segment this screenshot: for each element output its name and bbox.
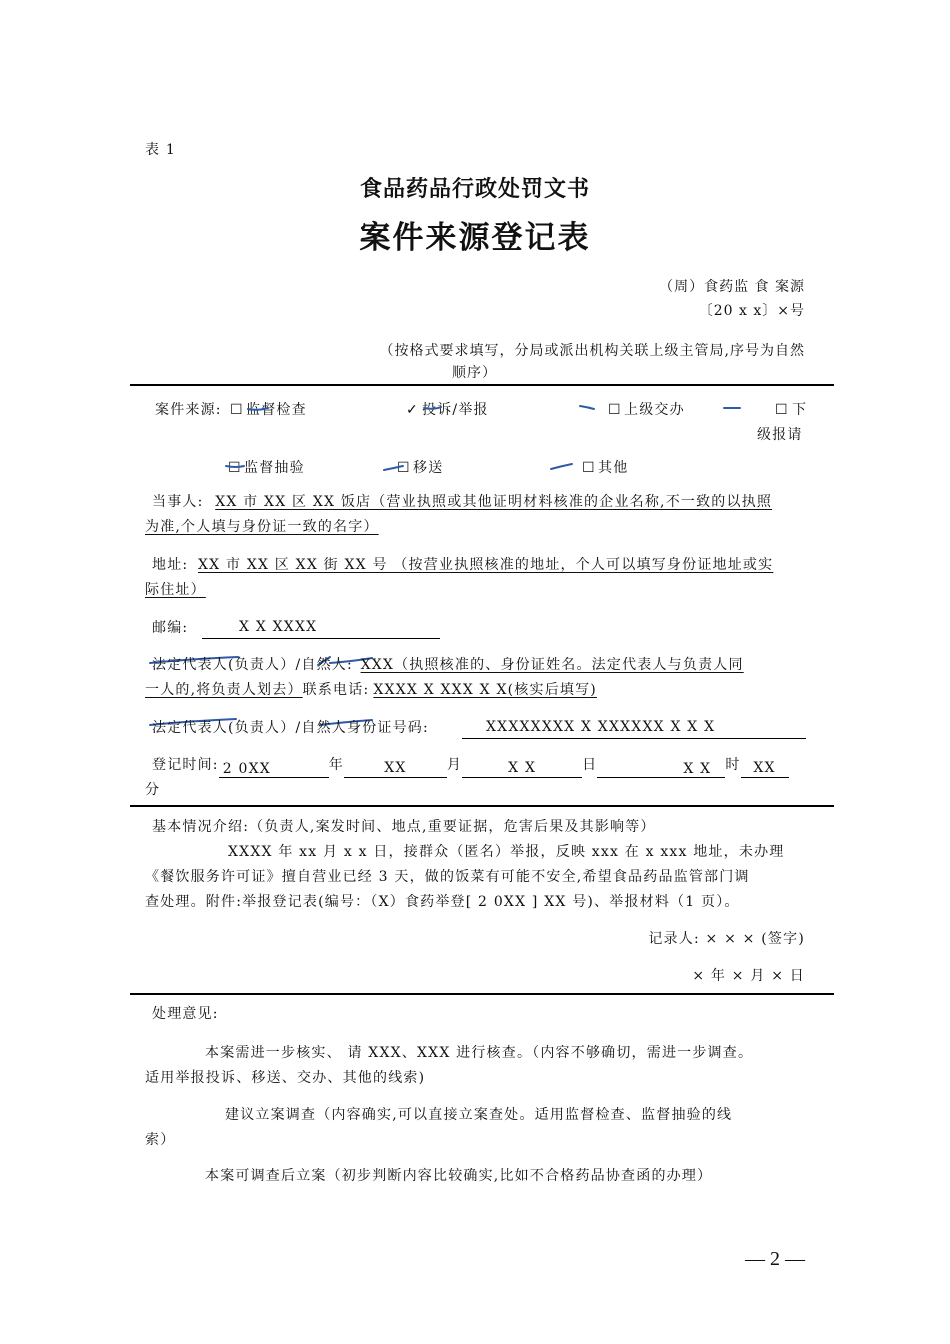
reference-line-1: （周）食药监 食 案源 <box>659 279 805 295</box>
legal-rep-colon: : <box>347 657 353 673</box>
checkbox-transfer[interactable]: ☐ <box>397 460 411 476</box>
phone-value[interactable]: XXXX X XXX X X(核实后填写) <box>373 682 597 698</box>
checkbox-sampling[interactable]: ☐ <box>228 460 242 476</box>
basic-body-1: XXXX 年 xx 月 x x 日，接群众（匿名）举报，反映 xxx 在 x xxx 地址，未办理 <box>228 844 785 860</box>
option-transfer: 移送 <box>413 460 444 476</box>
option-complaint: 投诉/举报 <box>422 402 489 418</box>
document-title: 食品药品行政处罚文书 <box>359 177 590 202</box>
reg-minute-value[interactable]: XX <box>741 759 789 778</box>
reg-time-label: 登记时间: <box>152 757 219 773</box>
form-title: 案件来源登记表 <box>359 220 591 256</box>
checkbox-supervision[interactable]: ☐ <box>230 402 244 418</box>
postcode-value[interactable]: X X XXXX <box>202 616 440 639</box>
option-supervision: 监督检查 <box>246 402 307 418</box>
divider-middle <box>130 805 834 807</box>
reg-time-row <box>152 753 789 778</box>
id-value[interactable]: XXXXXXXX X XXXXXX X X X <box>462 716 806 739</box>
postcode-label: 邮编: <box>152 620 189 636</box>
legal-rep-label-2: (负责人）/ <box>228 657 302 673</box>
opinion-p1: 本案需进一步核实、 请 XXX、XXX 进行核查。（内容不够确切，需进一步调查。 <box>205 1045 754 1061</box>
page-number: — 2 — <box>745 1248 805 1270</box>
checkbox-other[interactable]: ☐ <box>582 460 596 476</box>
record-date: × 年 × 月 × 日 <box>692 968 805 984</box>
legal-rep-row-2 <box>145 678 597 703</box>
reg-minute-unit: 分 <box>145 782 161 798</box>
id-label-4: 身份证号码: <box>347 720 429 736</box>
divider-bottom <box>130 993 834 995</box>
reference-note: （按格式要求填写，分局或派出机构关联上级主管局,序号为自然 <box>379 343 805 359</box>
basic-body-2: 《餐饮服务许可证》擅自营业已经 3 天，做的饭菜有可能不安全,希望食品药品监管部门调 <box>145 869 750 885</box>
address-row <box>152 553 773 578</box>
id-label-3: 自然人 <box>301 720 347 736</box>
reg-hour-value[interactable]: X X <box>597 760 725 778</box>
basic-body-3: 查处理。附件:举报登记表(编号：（X）食药举登[ 2 0XX ] XX 号)、举报材料（1 页）。 <box>145 894 740 910</box>
party-value[interactable]: XX 市 XX 区 XX 饭店（营业执照或其他证明材料核准的企业名称,不一致的以执照 <box>215 494 773 510</box>
reg-hour-unit: 时 <box>725 757 741 773</box>
id-label-1: 法定代表人 <box>152 720 228 736</box>
source-label: 案件来源: <box>155 402 222 418</box>
opinion-label: 处理意见: <box>152 1006 219 1022</box>
recorder: 记录人: × × × (签字) <box>648 931 805 947</box>
legal-rep-row <box>152 653 744 678</box>
reference-note-cont: 顺序） <box>452 365 497 381</box>
reg-month-unit: 月 <box>446 757 463 773</box>
reg-month-value[interactable]: XX <box>344 759 447 778</box>
opinion-p3: 本案可调查后立案（初步判断内容比较确实,比如不合格药品协查函的办理） <box>205 1168 713 1184</box>
reg-day-unit: 日 <box>582 757 598 773</box>
reg-year-value[interactable]: 2 0XX <box>219 760 329 778</box>
legal-rep-value[interactable]: XXX（执照核准的、身份证姓名。法定代表人与负责人同 <box>360 657 744 673</box>
opinion-p2-cont: 索） <box>145 1132 176 1148</box>
id-label-2: (负责人）/ <box>228 720 302 736</box>
id-row <box>152 716 429 741</box>
option-lower-cont: 级报请 <box>757 427 803 443</box>
opinion-p2: 建议立案调查（内容确实,可以直接立案查处。适用监督检查、监督抽验的线 <box>225 1107 733 1123</box>
reg-year-unit: 年 <box>328 757 344 773</box>
address-value-cont[interactable]: 际住址） <box>145 582 206 598</box>
checkmark-icon: ✓ <box>406 402 419 418</box>
address-label: 地址: <box>152 557 189 573</box>
option-sampling: 监督抽验 <box>244 460 305 476</box>
party-value-cont[interactable]: 为准,个人填与身份证一致的名字） <box>145 519 379 535</box>
reg-day-value[interactable]: X X <box>462 759 582 778</box>
party-row <box>152 490 772 515</box>
opinion-p1-cont: 适用举报投诉、移送、交办、其他的线索) <box>145 1070 426 1086</box>
option-other: 其他 <box>598 460 629 476</box>
legal-rep-label: 法定代表人 <box>152 657 228 673</box>
option-higher: 上级交办 <box>624 402 685 418</box>
address-value[interactable]: XX 市 XX 区 XX 街 XX 号 （按营业执照核准的地址，个人可以填写身份证地址或实 <box>197 557 774 573</box>
reference-line-2: 〔20 x x〕×号 <box>698 303 805 319</box>
checkbox-higher[interactable]: ☐ <box>608 402 622 418</box>
party-label: 当事人: <box>152 494 204 510</box>
legal-rep-value-cont[interactable]: 一人的,将负责人划去） <box>145 682 303 698</box>
checkbox-lower[interactable]: ☐ <box>775 402 789 418</box>
option-lower: 下 <box>792 402 808 418</box>
phone-label: 联系电话: <box>302 682 370 698</box>
basic-label: 基本情况介绍:（负责人,案发时间、地点,重要证据，危害后果及其影响等） <box>152 819 656 835</box>
legal-rep-label-3: 自然人 <box>301 657 347 673</box>
table-number: 表 1 <box>145 142 176 158</box>
